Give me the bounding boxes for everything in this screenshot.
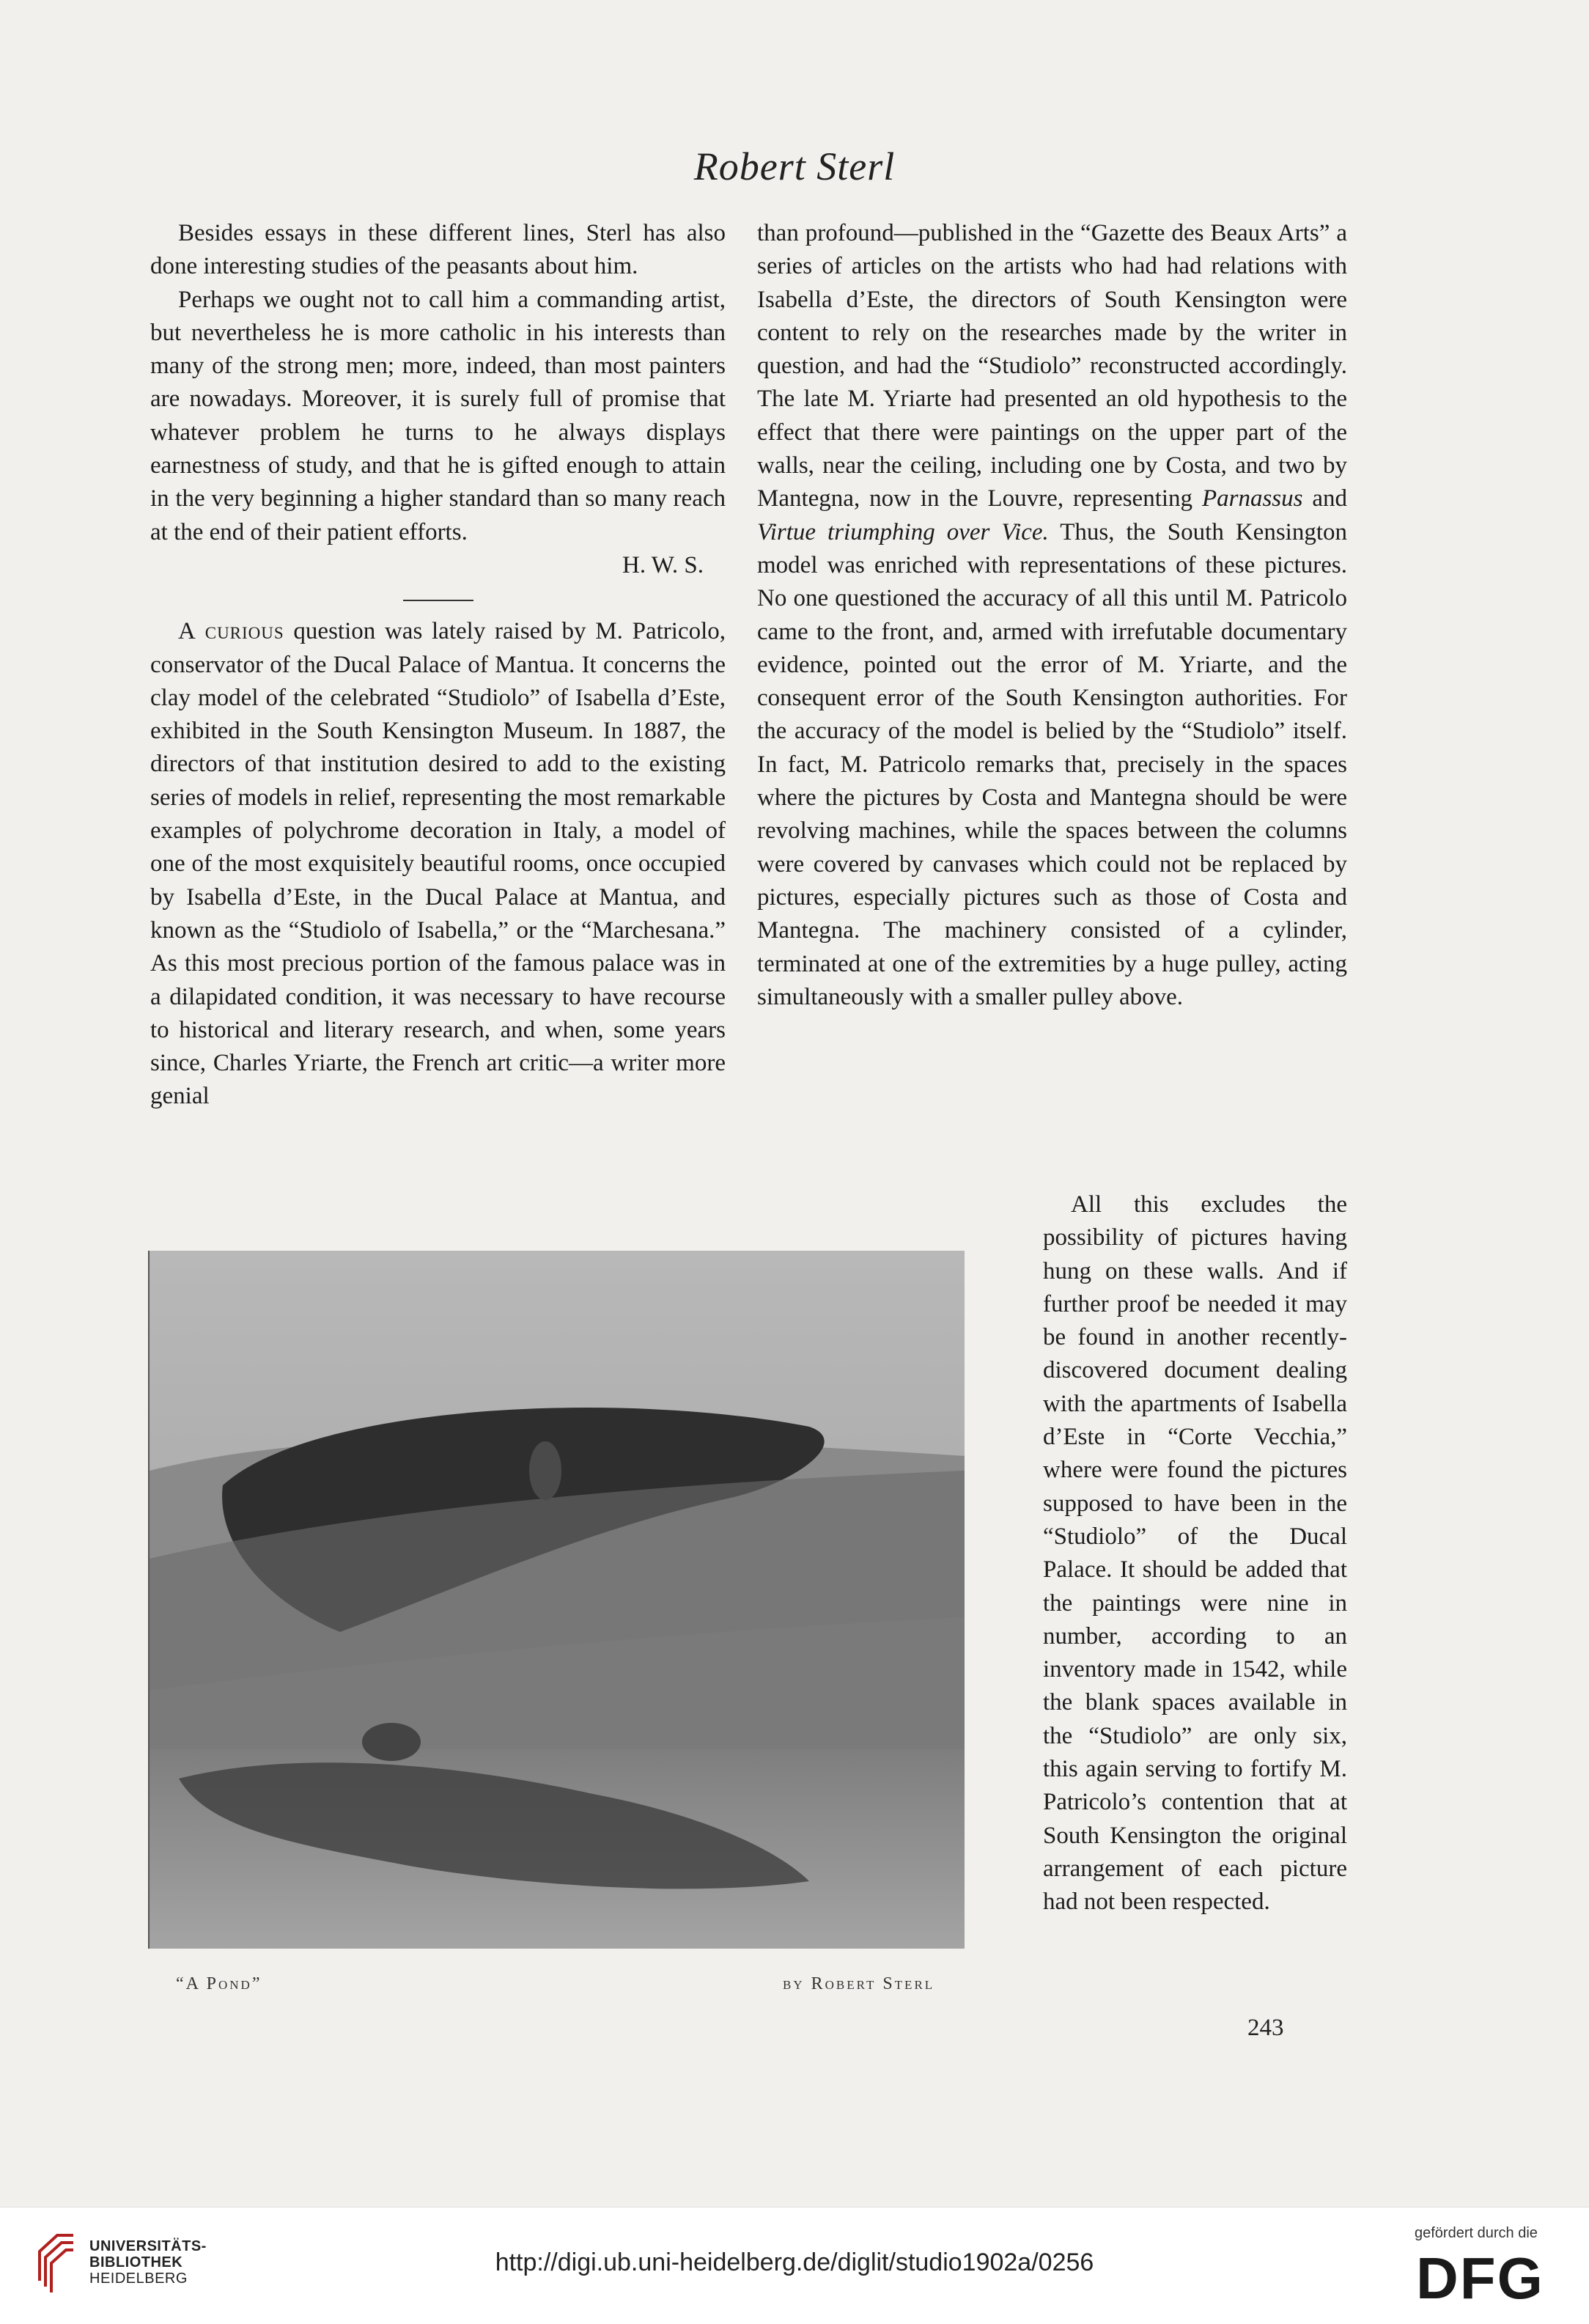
artwork-title: Virtue triumphing over Vice. xyxy=(757,518,1049,545)
permalink[interactable]: http://digi.ub.uni-heidelberg.de/diglit/studio1902a/0256 xyxy=(495,2248,1094,2276)
dfg-logo: DFG xyxy=(1416,2246,1544,2311)
paragraph: All this excludes the possibility of pictures having hung on these walls. And if further proof be needed it may be found in another recently-discovered document dealing with the apartments of Isabella d’Este in “Corte Vecchia,” where were found the pictures supposed to have been in the “Studiolo” of the Ducal Palace. It should be added that the paintings were nine in number, according to an inventory made in 1542, while the blank spaces available in the “Studiolo” are only six, this again serving to fortify M. Patricolo’s contention that at South Kensington the original arrangement of each picture had not been respected. xyxy=(1043,1191,1347,1916)
page-number: 243 xyxy=(1247,2015,1284,2041)
paragraph-text: Thus, the South Kensington model was enriched with representations of these pictures. No one questioned the accuracy of all this until M. Patricolo came to the front, and, armed with irrefutable documentary evidence, pointed out the error of M. Yriarte, and the consequent error of the South Kensington authorities. For the accuracy of the model is belied by the “Studiolo” itself. In fact, M. Patricolo remarks that, precisely in the spaces where the pictures by Costa and Mantegna should be were revolving machines, while the spaces between the columns were covered by canvases which could not be replaced by pictures, especially pictures such as those of Costa and Mantegna. The machinery consisted of a cylinder, terminated at one of the extremities by a huge pulley, acting simultaneously with a smaller pulley above. xyxy=(757,518,1347,1010)
funded-by-label: gefördert durch die xyxy=(1415,2225,1538,2241)
paragraph-text: than profound—published in the “Gazette des Beaux Arts” a series of articles on the artists who had had relations with Isabella d’Este, the directors of South Kensington were content to rely on the researches made by the writer in question, and had the “Studiolo” reconstructed accordingly. The late M. Yriarte had presented an old hypothesis to the effect that there were paintings on the upper part of the walls, near the ceiling, including one by Costa, and two by Mantegna, now in the Louvre, representing xyxy=(757,220,1347,512)
caption-title: “A Pond” xyxy=(176,1974,262,1993)
paragraph: Perhaps we ought not to call him a commanding artist, but nevertheless he is more catholic in his interests than many of the strong men; more, indeed, than most painters are nowadays. Moreover, it is surely full of promise that whatever problem he turns to he always displays earnestness of study, and that he is gifted enough to attain in the very beginning a higher standard than so many reach at the end of their patient efforts. xyxy=(150,286,726,545)
paragraph xyxy=(757,217,1347,1014)
author-signature: H. W. S. xyxy=(622,551,704,578)
right-column-continuation xyxy=(1043,1164,1347,1944)
paragraph xyxy=(150,615,726,1113)
running-title: Robert Sterl xyxy=(693,144,896,188)
paragraph-text: and xyxy=(1302,485,1347,512)
paragraph-text: question was lately raised by M. Patricolo, conservator of the Ducal Palace of Mantua. It concerns the clay model of the celebrated “Studiolo” of Isabella d’Este, exhibited in the South Kensington Museum. In 1887, the directors of that institution desired to add to the existing series of models in relief, representing the most remarkable examples of polychrome decoration in Italy, a model of one of the most exquisitely beautiful rooms, once occupied by Isabella d’Este, in the Ducal Palace at Mantua, and known as the “Studiolo of Isabella,” or the “Marchesana.” As this most precious portion of the famous palace was in a dilapidated condition, it was necessary to have recourse to historical and literary research, and when, some years since, Charles Yriarte, the French art critic—a writer more genial xyxy=(150,618,726,1110)
painting-a-pond xyxy=(148,1251,965,1949)
library-name-line: BIBLIOTHEK xyxy=(89,2254,183,2270)
library-name-line: UNIVERSITÄTS- xyxy=(89,2238,207,2254)
caption-credit: by Robert Sterl xyxy=(783,1974,935,1993)
digitization-footer xyxy=(0,2207,1589,2324)
lead-in-words: A curious xyxy=(178,618,284,645)
section-divider xyxy=(150,582,726,615)
right-column xyxy=(757,217,1347,1014)
artwork-title: Parnassus xyxy=(1201,485,1303,512)
landscape-image xyxy=(150,1251,965,1949)
left-column xyxy=(150,217,726,1114)
paragraph: Besides essays in these different lines, Sterl has also done interesting studies of the peasants about him. xyxy=(150,220,726,280)
library-name-line: HEIDELBERG xyxy=(89,2270,188,2287)
